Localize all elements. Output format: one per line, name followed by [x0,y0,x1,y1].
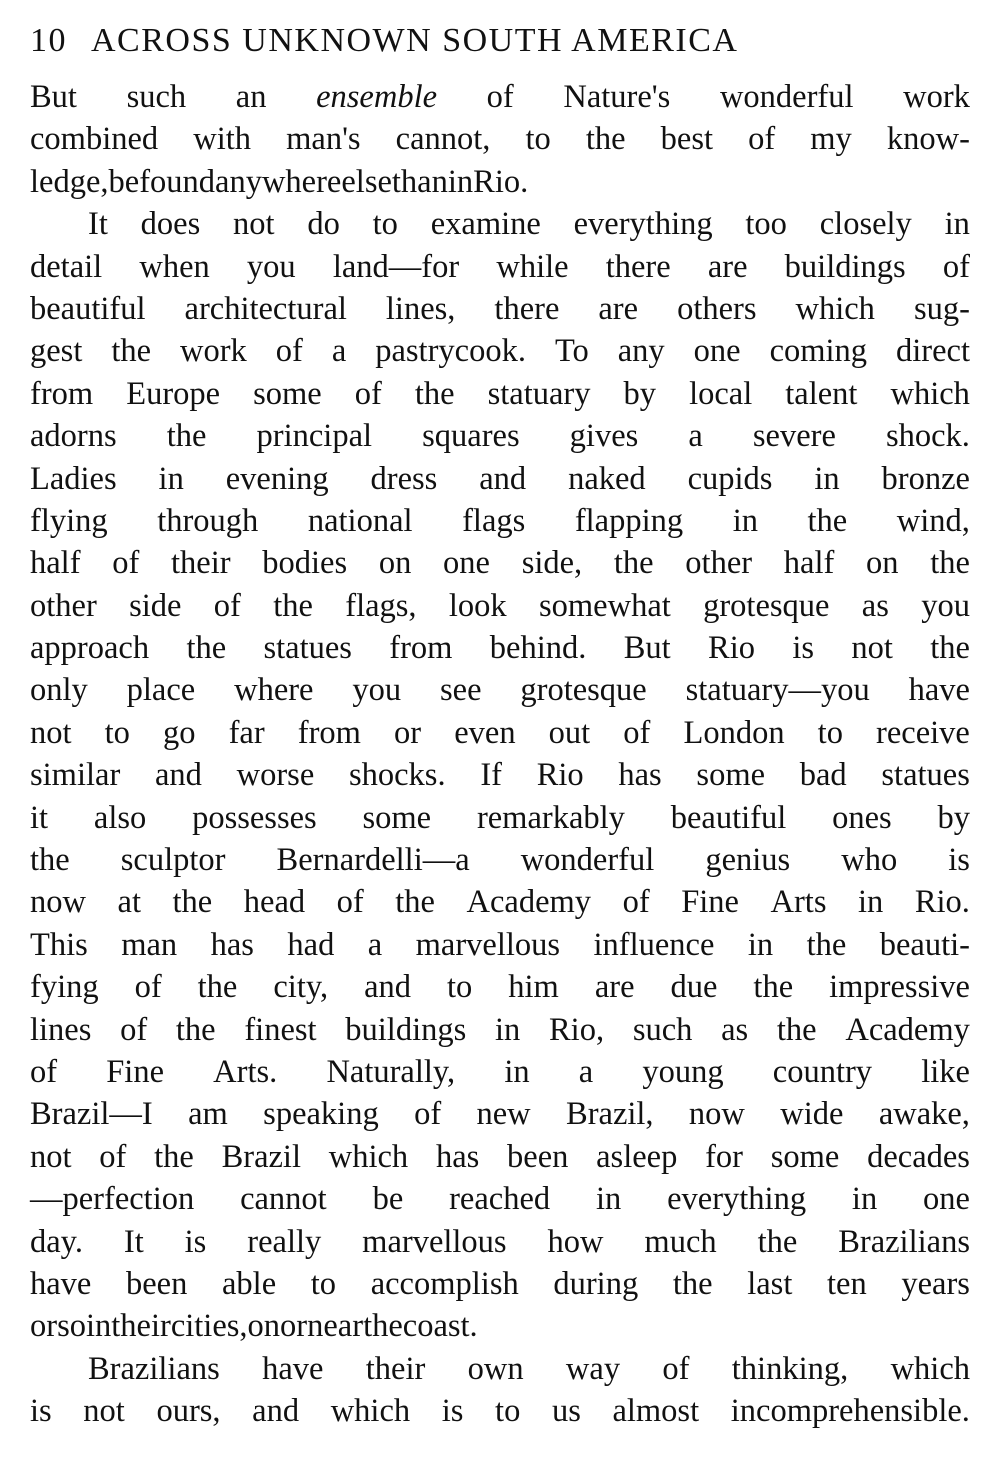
text-line: now at the head of the Academy of Fine Arts in Rio. [30,884,970,921]
text-line: beautiful architectural lines, there are others which sug- [30,290,970,327]
text-line: is not ours, and which is to us almost incomprehensible. [30,1393,970,1430]
text-line: ledge, be found anywhere else than in Rio. [30,163,529,200]
text-line: lines of the finest buildings in Rio, such as the Academy [30,1011,970,1048]
text-line: It does not do to examine everything too closely in [88,206,970,243]
text-line: not to go far from or even out of London to receive [30,714,970,751]
text-line: have been able to accomplish during the last ten years [30,1265,970,1302]
text-line: But such an ensemble of Nature's wonderful work [30,79,970,115]
book-page [30,22,970,1433]
text-line: —perfection cannot be reached in everything in one [30,1181,970,1218]
running-head [30,22,970,76]
text-line: half of their bodies on one side, the other half on the [30,545,970,582]
text-line: approach the statues from behind. But Rio is not the [30,630,970,667]
text-line: similar and worse shocks. If Rio has some bad statues [30,757,970,794]
text-line: the sculptor Bernardelli—a wonderful genius who is [30,842,970,879]
text-line: Brazilians have their own way of thinking, which [88,1350,970,1387]
text-line: This man has had a marvellous influence in the beauti- [30,926,970,963]
page-number: 10 [30,22,67,59]
text-line: it also possesses some remarkably beautiful ones by [30,799,970,836]
text-line: combined with man's cannot, to the best of my know- [30,121,970,158]
text-line: not of the Brazil which has been asleep for some decades [30,1138,970,1175]
text-line: Brazil—I am speaking of new Brazil, now wide awake, [30,1096,970,1133]
text-line: other side of the flags, look somewhat grotesque as you [30,587,970,624]
text-line: detail when you land—for while there are buildings of [30,248,970,285]
text-line: fying of the city, and to him are due the impressive [30,969,970,1006]
text-line: Ladies in evening dress and naked cupids in bronze [30,460,970,497]
text-line: only place where you see grotesque statuary—you have [30,672,970,709]
text-line: flying through national flags flapping in the wind, [30,502,970,539]
text-line: from Europe some of the statuary by local talent which [30,375,970,412]
running-title: ACROSS UNKNOWN SOUTH AMERICA [91,22,739,59]
text-line: adorns the principal squares gives a severe shock. [30,418,970,455]
text-line: day. It is really marvellous how much the Brazilians [30,1223,970,1260]
body-text [30,76,970,1433]
text-line: gest the work of a pastrycook. To any one coming direct [30,333,970,370]
text-line: of Fine Arts. Naturally, in a young country like [30,1053,970,1090]
text-line: or so in their cities, on or near the coast. [30,1308,478,1345]
